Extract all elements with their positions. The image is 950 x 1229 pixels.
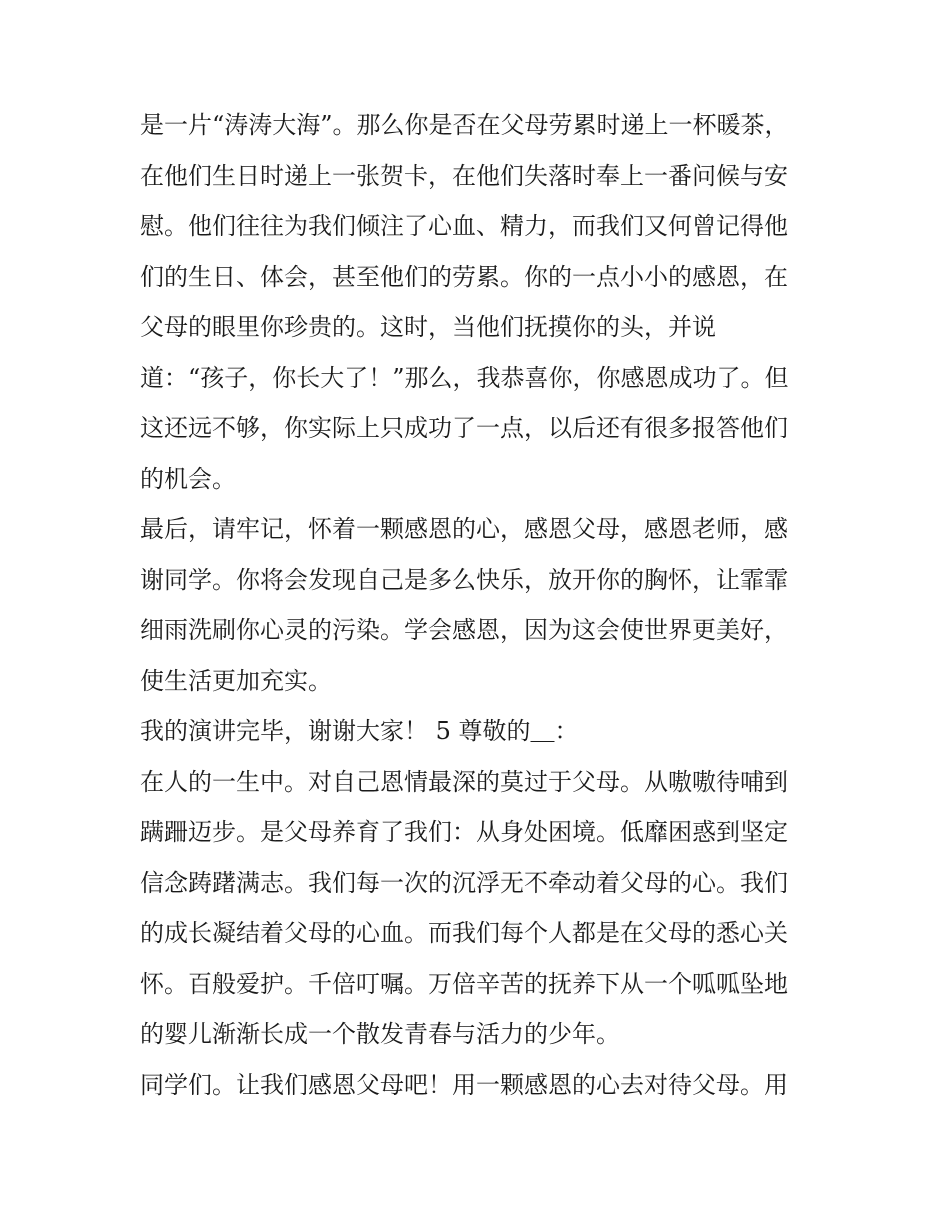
text-line: 道：“孩子，你长大了！”那么，我恭喜你，你感恩成功了。但 bbox=[140, 363, 789, 392]
text-line: 我的演讲完毕，谢谢大家！ 5 尊敬的＿： bbox=[140, 717, 579, 745]
text-line: 是一片“涛涛大海”。那么你是否在父母劳累时递上一杯暖茶， bbox=[140, 111, 789, 139]
paragraph-1 bbox=[140, 100, 812, 504]
paragraph-4 bbox=[140, 757, 812, 1060]
text-line: 怀。百般爱护。千倍叮嘱。万倍辛苦的抚养下从一个呱呱坠地 bbox=[140, 969, 788, 998]
text-line: 谢同学。你将会发现自己是多么快乐，放开你的胸怀，让霏霏 bbox=[140, 565, 788, 594]
paragraph-5 bbox=[140, 1060, 812, 1111]
text-line: 信念踌躇满志。我们每一次的沉浮无不牵动着父母的心。我们 bbox=[140, 868, 788, 897]
text-line: 同学们。让我们感恩父母吧！用一颗感恩的心去对待父母。用 bbox=[140, 1070, 788, 1099]
text-line: 的婴儿渐渐长成一个散发青春与活力的少年。 bbox=[140, 1020, 620, 1048]
text-line: 蹒跚迈步。是父母养育了我们：从身处困境。低靡困惑到坚定 bbox=[140, 818, 788, 846]
text-line: 在他们生日时递上一张贺卡，在他们失落时奉上一番问候与安 bbox=[140, 161, 788, 190]
text-line: 使生活更加充实。 bbox=[140, 666, 332, 695]
text-line: 这还远不够，你实际上只成功了一点，以后还有很多报答他们 bbox=[140, 414, 788, 442]
text-line: 的机会。 bbox=[140, 464, 236, 493]
text-line: 的成长凝结着父母的心血。而我们每个人都是在父母的悉心关 bbox=[140, 919, 788, 947]
paragraph-2 bbox=[140, 504, 812, 706]
text-line: 最后，请牢记，怀着一颗感恩的心，感恩父母，感恩老师，感 bbox=[140, 515, 788, 543]
text-line: 父母的眼里你珍贵的。这时，当他们抚摸你的头，并说 bbox=[140, 313, 716, 341]
paragraph-3 bbox=[140, 706, 812, 757]
text-line: 在人的一生中。对自己恩情最深的莫过于父母。从嗷嗷待哺到 bbox=[140, 767, 788, 796]
text-line: 慰。他们往往为我们倾注了心血、精力，而我们又何曾记得他 bbox=[140, 212, 788, 240]
text-line: 细雨洗刷你心灵的污染。学会感恩，因为这会使世界更美好， bbox=[140, 616, 788, 644]
text-line: 们的生日、体会，甚至他们的劳累。你的一点小小的感恩，在 bbox=[140, 262, 788, 291]
document-page bbox=[140, 100, 812, 1110]
